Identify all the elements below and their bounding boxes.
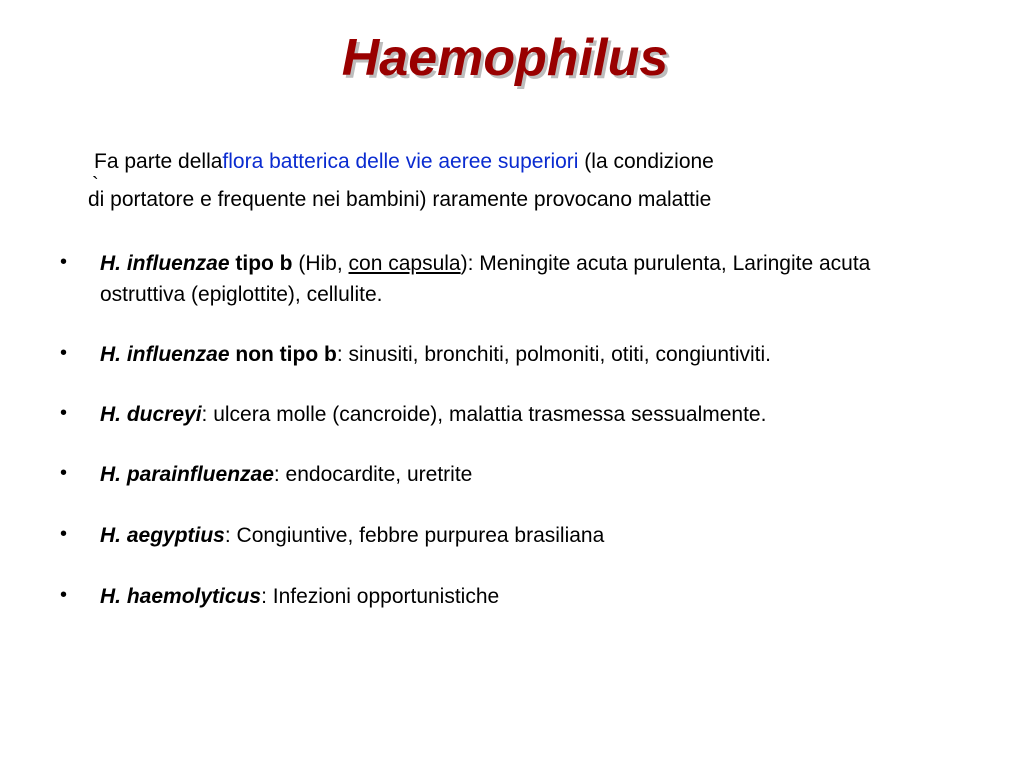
item-text: : sinusiti, bronchiti, polmoniti, otiti, congiuntiviti. bbox=[336, 343, 772, 366]
bullet-icon: • bbox=[60, 342, 68, 364]
species-name: H. influenzae bbox=[100, 252, 230, 275]
intro-text: di portatore e ` bbox=[88, 181, 212, 219]
item-text: ): Meningite acuta purulenta, Laringite acuta ostruttiva (epiglottite), cellulite. bbox=[100, 252, 871, 306]
item-text: : Congiuntive, febbre purpurea brasiliana bbox=[224, 524, 605, 547]
intro-line-1 bbox=[88, 143, 968, 181]
bullet-icon: • bbox=[60, 462, 68, 484]
intro-text: (la condizione bbox=[578, 150, 714, 173]
list-item bbox=[60, 399, 960, 430]
list-item bbox=[60, 459, 960, 490]
list-item bbox=[60, 581, 960, 612]
species-name: H. influenzae bbox=[100, 343, 230, 366]
bullet-icon: • bbox=[60, 402, 68, 424]
bullet-icon: • bbox=[60, 584, 68, 606]
list-item bbox=[60, 248, 960, 310]
species-qualifier: tipo b bbox=[229, 252, 293, 275]
list-item bbox=[60, 520, 960, 551]
species-name: H. ducreyi bbox=[100, 403, 202, 426]
species-list bbox=[60, 248, 960, 642]
species-name: H. aegyptius bbox=[100, 524, 225, 547]
species-name: H. haemolyticus bbox=[100, 585, 262, 608]
intro-paragraph bbox=[88, 143, 968, 219]
flora-link[interactable]: flora batterica delle vie aeree superiori bbox=[222, 150, 579, 173]
capsule-term: con capsula bbox=[348, 252, 461, 275]
item-text: : Infezioni opportunistiche bbox=[261, 585, 500, 608]
bullet-icon: • bbox=[60, 251, 68, 273]
item-text: : ulcera molle (cancroide), malattia trasmessa sessualmente. bbox=[201, 403, 767, 426]
list-item bbox=[60, 339, 960, 370]
species-qualifier: non tipo b bbox=[229, 343, 337, 366]
item-text: : endocardite, uretrite bbox=[273, 463, 473, 486]
intro-text: Fa parte della bbox=[94, 150, 223, 173]
species-name: H. parainfluenzae bbox=[100, 463, 274, 486]
intro-text: frequente nei bambini) raramente provocano malattie bbox=[211, 188, 712, 211]
item-text: (Hib, bbox=[292, 252, 349, 275]
bullet-icon: • bbox=[60, 523, 68, 545]
slide-title: Haemophilus bbox=[341, 29, 669, 87]
intro-line-2 bbox=[88, 181, 968, 219]
